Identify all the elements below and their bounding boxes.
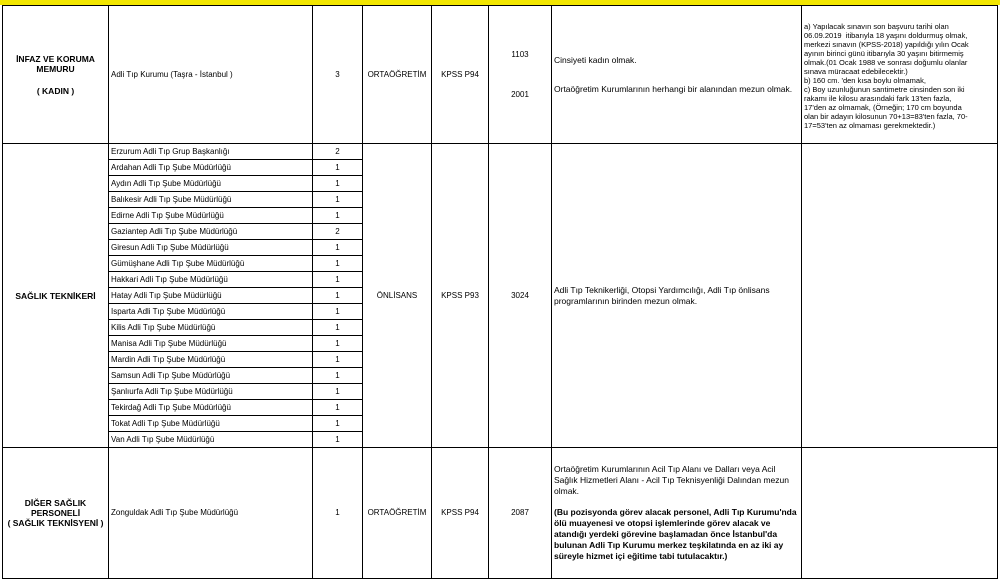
- unit-cell: Manisa Adli Tıp Şube Müdürlüğü: [109, 336, 313, 352]
- count-cell: 2: [313, 144, 363, 160]
- count-cell: 1: [313, 272, 363, 288]
- count-cell: 1: [313, 352, 363, 368]
- notes-cell: [802, 448, 998, 579]
- unit-cell: Zonguldak Adli Tıp Şube Müdürlüğü: [109, 448, 313, 579]
- count-cell: 1: [313, 240, 363, 256]
- count-cell: 1: [313, 448, 363, 579]
- position-cell: SAĞLIK TEKNİKERİ: [3, 144, 109, 448]
- position-subtitle: ( KADIN ): [36, 85, 75, 96]
- unit-cell: Balıkesir Adli Tıp Şube Müdürlüğü: [109, 192, 313, 208]
- count-cell: 1: [313, 176, 363, 192]
- count-cell: 1: [313, 368, 363, 384]
- count-cell: 1: [313, 384, 363, 400]
- unit-cell: Kilis Adli Tıp Şube Müdürlüğü: [109, 320, 313, 336]
- unit-cell: Samsun Adli Tıp Şube Müdürlüğü: [109, 368, 313, 384]
- position-cell: [3, 448, 109, 579]
- position-table: [2, 5, 998, 579]
- unit-cell: Hatay Adli Tıp Şube Müdürlüğü: [109, 288, 313, 304]
- count-cell: 3: [313, 6, 363, 144]
- unit-cell: Gaziantep Adli Tıp Şube Müdürlüğü: [109, 224, 313, 240]
- education-cell: ORTAÖĞRETİM: [363, 6, 432, 144]
- count-cell: 2: [313, 224, 363, 240]
- position-subtitle: ( SAĞLIK TEKNİSYENİ ): [7, 518, 104, 528]
- unit-cell: Edirne Adli Tıp Şube Müdürlüğü: [109, 208, 313, 224]
- table-row: [3, 144, 998, 160]
- code-cell: 3024: [489, 144, 552, 448]
- table-row: [3, 6, 998, 144]
- kpss-cell: KPSS P94: [432, 448, 489, 579]
- education-cell: ORTAÖĞRETİM: [363, 448, 432, 579]
- qualification-text: Ortaöğretim Kurumlarının Acil Tıp Alanı ve Dalları veya Acil Sağlık Hizmetleri Alanı - Acil Tıp Teknisyenliği Dalından mezun olmak.: [554, 464, 789, 496]
- position-name-line: PERSONELİ: [30, 508, 81, 518]
- count-cell: 1: [313, 432, 363, 448]
- code-cell: [489, 6, 552, 144]
- position-cell: [3, 6, 109, 144]
- count-cell: 1: [313, 160, 363, 176]
- unit-cell: Şanlıurfa Adli Tıp Şube Müdürlüğü: [109, 384, 313, 400]
- count-cell: 1: [313, 400, 363, 416]
- qualification-cell: [552, 6, 802, 144]
- qualification-text: Ortaöğretim Kurumlarının herhangi bir alanından mezun olmak.: [554, 83, 793, 94]
- qualification-code: 1103: [511, 49, 529, 59]
- count-cell: 1: [313, 320, 363, 336]
- unit-cell: Tekirdağ Adli Tıp Şube Müdürlüğü: [109, 400, 313, 416]
- count-cell: 1: [313, 288, 363, 304]
- unit-cell: Adli Tıp Kurumu (Taşra - İstanbul ): [109, 6, 313, 144]
- qualification-code: 2001: [511, 89, 529, 99]
- table-row: [3, 448, 998, 579]
- qualification-cell: [552, 448, 802, 579]
- kpss-cell: KPSS P94: [432, 6, 489, 144]
- count-cell: 1: [313, 416, 363, 432]
- count-cell: 1: [313, 336, 363, 352]
- count-cell: 1: [313, 256, 363, 272]
- unit-cell: Erzurum Adli Tıp Grup Başkanlığı: [109, 144, 313, 160]
- position-name-line: DİĞER SAĞLIK: [24, 498, 87, 508]
- unit-cell: Ardahan Adli Tıp Şube Müdürlüğü: [109, 160, 313, 176]
- unit-cell: Gümüşhane Adli Tıp Şube Müdürlüğü: [109, 256, 313, 272]
- qualification-note-bold: (Bu pozisyonda görev alacak personel, Adli Tıp Kurumu'nda ölü muayenesi ve otopsi işlemlerinde görev alacak ve atandığı yerdeki görevine başlamadan önce İstanbul'da bulunan Adli Tıp Kurumu merkez teşkilatında en az iki ay süreyle hizmet içi eğitime tabi tutulacaktır.): [554, 507, 797, 561]
- unit-cell: Tokat Adli Tıp Şube Müdürlüğü: [109, 416, 313, 432]
- notes-cell: [802, 144, 998, 448]
- unit-cell: Van Adli Tıp Şube Müdürlüğü: [109, 432, 313, 448]
- count-cell: 1: [313, 304, 363, 320]
- unit-cell: Mardin Adli Tıp Şube Müdürlüğü: [109, 352, 313, 368]
- qualification-cell: Adli Tıp Teknikerliği, Otopsi Yardımcılığı, Adli Tıp önlisans programlarının birinden mezun olmak.: [552, 144, 802, 448]
- unit-cell: Giresun Adli Tıp Şube Müdürlüğü: [109, 240, 313, 256]
- qualification-text: Cinsiyeti kadın olmak.: [554, 54, 637, 65]
- unit-cell: Aydın Adli Tıp Şube Müdürlüğü: [109, 176, 313, 192]
- kpss-cell: KPSS P93: [432, 144, 489, 448]
- position-name: İNFAZ VE KORUMA MEMURU: [16, 53, 95, 74]
- notes-text: a) Yapılacak sınavın son başvuru tarihi olan 06.09.2019 itibarıyla 18 yaşını doldurmuş olmak, merkezi sınavın (KPSS-2018) yapıldığı yılın Ocak ayının birinci günü itibarıyla 30 yaşını bitirmemiş olmak.(01 Ocak 1988 ve sonrası doğumlu olanlar sınava müracaat edebilecektir.) b) 160 cm. 'den kısa boylu olmamak, c) Boy uzunluğunun santimetre cinsinden son iki rakamı ile kilosu arasındaki fark 13'ten fazla, 17'den az olmamak, (Örneğin; 170 cm boyunda olan bir adayın kilosunun 70+13=83'ten fazla, 70- 17=53'ten az olmaması gerekmektedir.): [804, 21, 969, 130]
- count-cell: 1: [313, 208, 363, 224]
- unit-cell: Isparta Adli Tıp Şube Müdürlüğü: [109, 304, 313, 320]
- unit-cell: Hakkari Adli Tıp Şube Müdürlüğü: [109, 272, 313, 288]
- count-cell: 1: [313, 192, 363, 208]
- notes-cell: [802, 6, 998, 144]
- education-cell: ÖNLİSANS: [363, 144, 432, 448]
- code-cell: 2087: [489, 448, 552, 579]
